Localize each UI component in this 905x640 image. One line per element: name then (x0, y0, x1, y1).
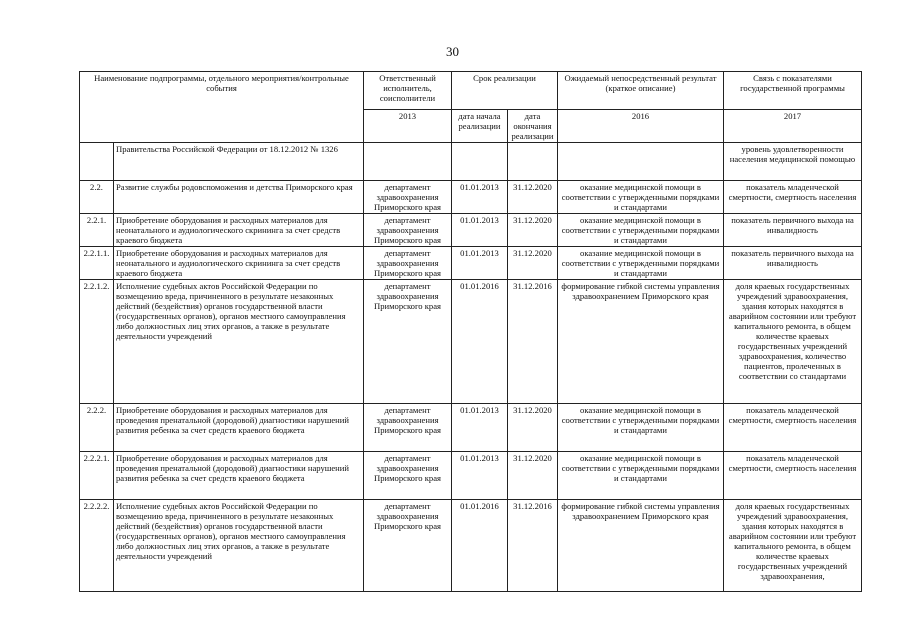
table-row (80, 181, 862, 214)
row-start-date: 01.01.2016 (452, 280, 508, 404)
table-row (80, 247, 862, 280)
row-indicator: показатель младенческой смертности, смертность населения (724, 404, 862, 452)
row-number: 2.2.2.2. (80, 500, 114, 592)
row-end-date: 31.12.2020 (508, 214, 558, 247)
row-executor: департамент здравоохранения Приморского края (364, 214, 452, 247)
row-name: Исполнение судебных актов Российской Федерации по возмещению вреда, причиненного в результате незаконных действий (бездействия) органов государственной власти (государственных органов), органов местного самоуправления либо должностных лиц этих органов, а также в результате деятельности учреждений (114, 280, 364, 404)
table-row (80, 404, 862, 452)
row-end-date: 31.12.2020 (508, 404, 558, 452)
row-start-date: 01.01.2013 (452, 404, 508, 452)
row-result: формирование гибкой системы управления здравоохранением Приморского края (558, 280, 724, 404)
row-executor: департамент здравоохранения Приморского края (364, 404, 452, 452)
row-indicator: показатель первичного выхода на инвалидность (724, 247, 862, 280)
row-name: Развитие службы родовспоможения и детства Приморского края (114, 181, 364, 214)
row-name: Правительства Российской Федерации от 18.12.2012 № 1326 (114, 143, 364, 181)
header-executor: Ответственный исполнитель, соисполнители (364, 72, 452, 110)
row-result: оказание медицинской помощи в соответствии с утвержденными порядками и стандартами (558, 452, 724, 500)
header-link-year: 2017 (724, 110, 862, 143)
row-indicator: показатель первичного выхода на инвалидность (724, 214, 862, 247)
header-start: дата начала реализации (452, 110, 508, 143)
row-executor (364, 143, 452, 181)
row-executor: департамент здравоохранения Приморского края (364, 500, 452, 592)
row-number: 2.2.2. (80, 404, 114, 452)
row-end-date (508, 143, 558, 181)
table-row (80, 214, 862, 247)
header-row-main (80, 72, 862, 110)
row-result: формирование гибкой системы управления здравоохранением Приморского края (558, 500, 724, 592)
row-start-date (452, 143, 508, 181)
row-indicator: доля краевых государственных учреждений здравоохранения, здания которых находятся в аварийном состоянии или требуют капитального ремонта, в общем количестве краевых государственных учреждений здравоохранения, (724, 500, 862, 592)
header-result-year: 2016 (558, 110, 724, 143)
row-start-date: 01.01.2013 (452, 452, 508, 500)
row-number: 2.2.1. (80, 214, 114, 247)
table-row (80, 143, 862, 181)
table-row (80, 280, 862, 404)
row-name: Приобретение оборудования и расходных материалов для проведения пренатальной (дородовой) диагностики нарушений развития ребенка за счет средств краевого бюджета (114, 452, 364, 500)
row-number (80, 143, 114, 181)
row-indicator: доля краевых государственных учреждений здравоохранения, здания которых находятся в аварийном состоянии или требуют капитального ремонта, в общем количестве краевых государственных учреждений здравоохранения, количество пациентов, пролеченных в соответствии со стандартами (724, 280, 862, 404)
header-link: Связь с показателями государственной программы (724, 72, 862, 110)
header-result: Ожидаемый непосредственный результат (краткое описание) (558, 72, 724, 110)
row-number: 2.2.1.2. (80, 280, 114, 404)
row-executor: департамент здравоохранения Приморского края (364, 452, 452, 500)
table-body (80, 143, 862, 592)
row-start-date: 01.01.2013 (452, 181, 508, 214)
row-result: оказание медицинской помощи в соответствии с утвержденными порядками и стандартами (558, 214, 724, 247)
table-row (80, 452, 862, 500)
row-start-date: 01.01.2016 (452, 500, 508, 592)
row-number: 2.2.2.1. (80, 452, 114, 500)
row-end-date: 31.12.2020 (508, 452, 558, 500)
row-result: оказание медицинской помощи в соответствии с утвержденными порядками и стандартами (558, 181, 724, 214)
row-executor: департамент здравоохранения Приморского края (364, 247, 452, 280)
program-table (79, 71, 862, 592)
row-number: 2.2.1.1. (80, 247, 114, 280)
row-name: Приобретение оборудования и расходных материалов для проведения пренатальной (дородовой) диагностики нарушений развития ребенка за счет средств краевого бюджета (114, 404, 364, 452)
row-result (558, 143, 724, 181)
row-start-date: 01.01.2013 (452, 247, 508, 280)
row-executor: департамент здравоохранения Приморского края (364, 280, 452, 404)
page-number: 30 (446, 44, 459, 59)
header-end: дата окончания реализации (508, 110, 558, 143)
row-executor: департамент здравоохранения Приморского края (364, 181, 452, 214)
row-end-date: 31.12.2020 (508, 181, 558, 214)
table-row (80, 500, 862, 592)
row-end-date: 31.12.2016 (508, 500, 558, 592)
row-indicator: уровень удовлетворенности населения медицинской помощью (724, 143, 862, 181)
row-start-date: 01.01.2013 (452, 214, 508, 247)
row-name: Приобретение оборудования и расходных материалов для неонатального и аудиологического скрининга за счет средств краевого бюджета (114, 214, 364, 247)
row-name: Приобретение оборудования и расходных материалов для неонатального и аудиологического скрининга за счет средств краевого бюджета (114, 247, 364, 280)
row-result: оказание медицинской помощи в соответствии с утвержденными порядками и стандартами (558, 247, 724, 280)
row-end-date: 31.12.2020 (508, 247, 558, 280)
row-number: 2.2. (80, 181, 114, 214)
header-executor-year: 2013 (364, 110, 452, 143)
header-name: Наименование подпрограммы, отдельного мероприятия/контрольные события (80, 72, 364, 143)
row-name: Исполнение судебных актов Российской Федерации по возмещению вреда, причиненного в результате незаконных действий (бездействия) органов государственной власти (государственных органов), органов местного самоуправления либо должностных лиц этих органов, а также в результате деятельности учреждений (114, 500, 364, 592)
row-indicator: показатель младенческой смертности, смертность населения (724, 181, 862, 214)
row-indicator: показатель младенческой смертности, смертность населения (724, 452, 862, 500)
header-term: Срок реализации (452, 72, 558, 110)
row-result: оказание медицинской помощи в соответствии с утвержденными порядками и стандартами (558, 404, 724, 452)
row-end-date: 31.12.2016 (508, 280, 558, 404)
